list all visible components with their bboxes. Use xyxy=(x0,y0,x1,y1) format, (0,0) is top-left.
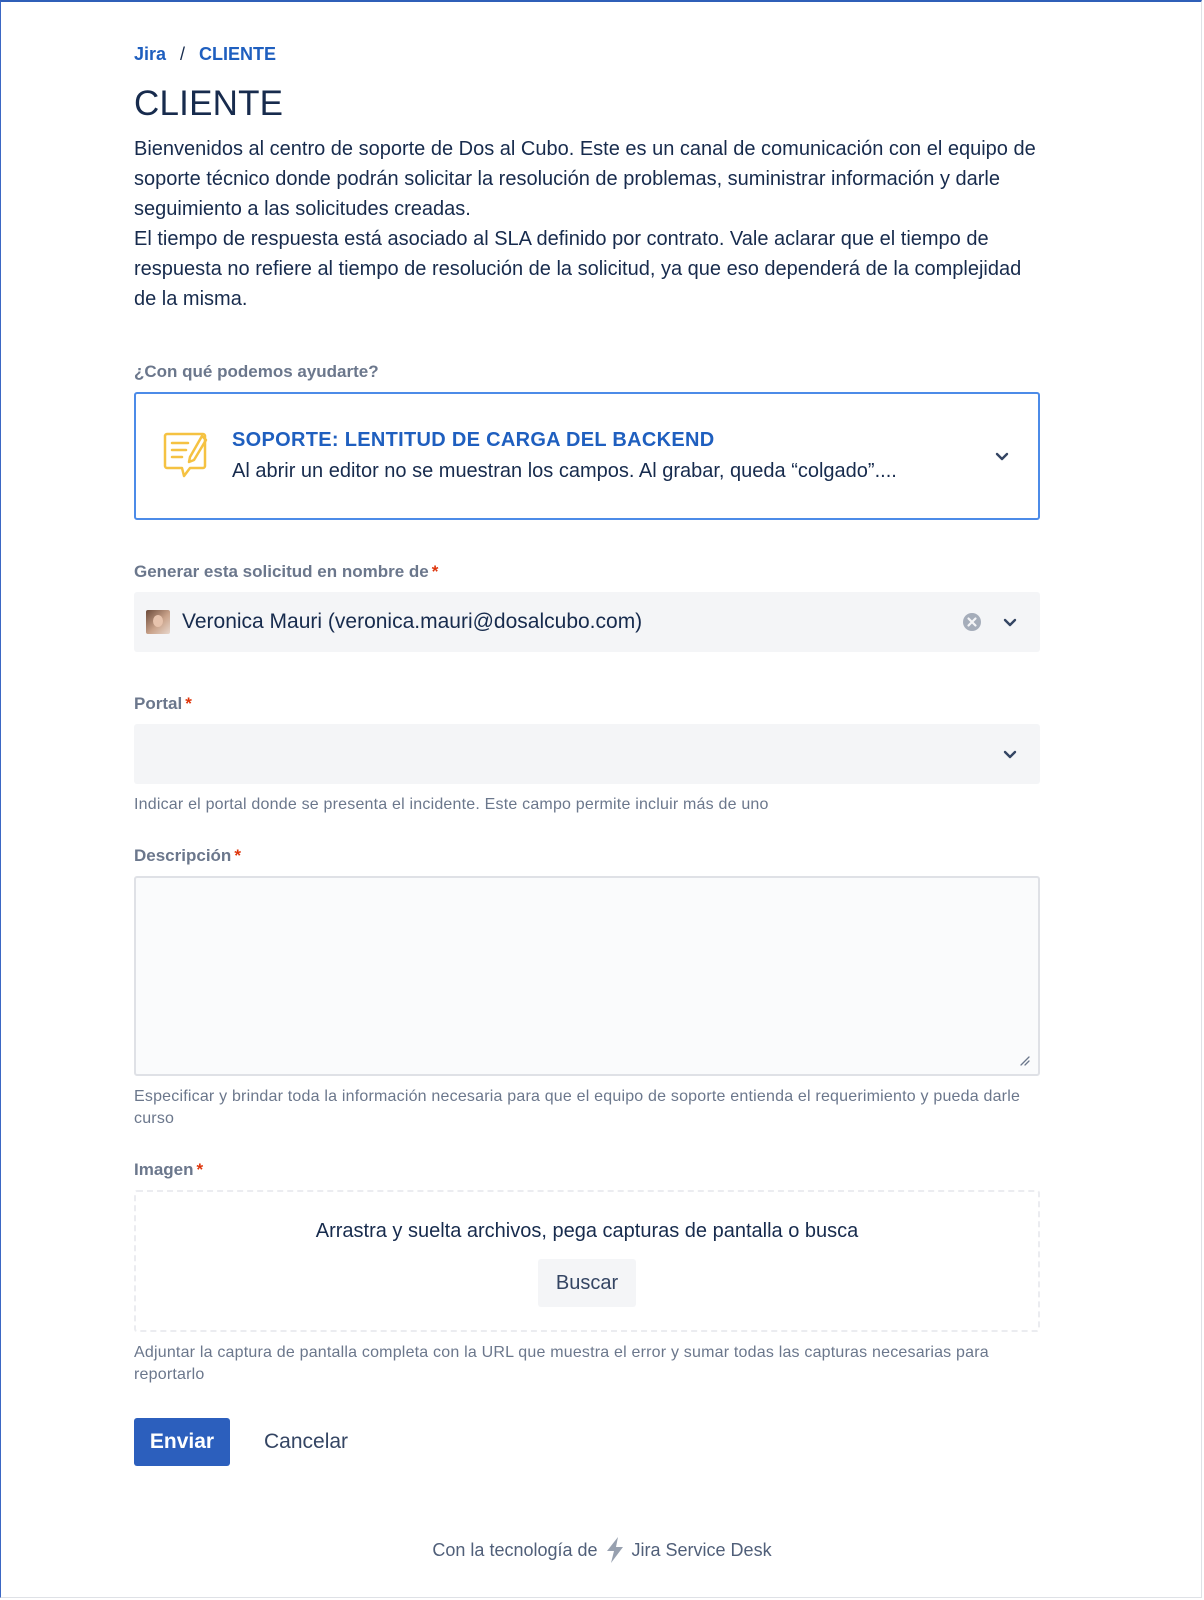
attachment-dropzone[interactable] xyxy=(134,1190,1040,1332)
request-type-text xyxy=(232,429,992,483)
portal-label-text: Portal xyxy=(134,694,183,713)
breadcrumb-root-link[interactable]: Jira xyxy=(134,43,167,64)
chevron-down-icon[interactable] xyxy=(992,446,1012,466)
form-actions xyxy=(134,1418,1040,1466)
on-behalf-label xyxy=(134,562,1040,582)
intro-text xyxy=(134,134,1040,314)
avatar xyxy=(146,610,170,634)
clear-icon[interactable] xyxy=(962,612,982,632)
description-hint: Especificar y brindar toda la información necesaria para que el equipo de soporte entienda el requerimiento y pueda darle curso xyxy=(134,1088,1021,1127)
on-behalf-label-text: Generar esta solicitud en nombre de xyxy=(134,562,429,581)
breadcrumb-separator: / xyxy=(180,43,186,64)
portal-hint: Indicar el portal donde se presenta el incidente. Este campo permite incluir más de uno xyxy=(134,796,769,813)
breadcrumb-current-link[interactable]: CLIENTE xyxy=(199,43,277,64)
required-marker: * xyxy=(196,1160,204,1179)
dropzone-text: Arrastra y suelta archivos, pega capturas de pantalla o busca xyxy=(315,1220,859,1242)
page-title: CLIENTE xyxy=(134,84,284,123)
on-behalf-select[interactable] xyxy=(134,592,1040,652)
description-label-text: Descripción xyxy=(134,846,232,865)
request-type-selector[interactable] xyxy=(134,392,1040,520)
breadcrumb xyxy=(134,40,1040,68)
portal-select[interactable] xyxy=(134,724,1040,784)
edit-document-icon xyxy=(162,430,210,482)
resize-handle-icon[interactable] xyxy=(1018,1054,1030,1066)
chevron-down-icon[interactable] xyxy=(1000,612,1020,632)
portal-label xyxy=(134,694,1040,714)
jira-bolt-icon xyxy=(604,1536,626,1564)
intro-paragraph-1: Bienvenidos al centro de soporte de Dos al Cubo. Este es un canal de comunicación con el equipo de soporte técnico donde podrán solicitar la resolución de problemas, suministrar información y darle seguimiento a las solicitudes creadas. xyxy=(134,138,1036,220)
description-label xyxy=(134,846,1040,866)
chevron-down-icon[interactable] xyxy=(1000,744,1020,764)
required-marker: * xyxy=(431,562,439,581)
request-type-title: SOPORTE: LENTITUD DE CARGA DEL BACKEND xyxy=(232,429,715,451)
image-field xyxy=(134,1160,1040,1386)
required-marker: * xyxy=(234,846,241,865)
on-behalf-field xyxy=(134,562,1040,652)
submit-button[interactable]: Enviar xyxy=(134,1418,230,1466)
request-type-description: Al abrir un editor no se muestran los campos. Al grabar, queda “colgado”.... xyxy=(232,460,897,482)
help-label: ¿Con qué podemos ayudarte? xyxy=(134,362,379,381)
image-label-text: Imagen xyxy=(134,1160,194,1179)
image-label xyxy=(134,1160,1040,1180)
description-textarea[interactable] xyxy=(134,876,1040,1076)
portal-field xyxy=(134,694,1040,816)
footer xyxy=(0,1536,1204,1564)
cancel-button[interactable]: Cancelar xyxy=(248,1418,364,1466)
required-marker: * xyxy=(185,694,192,713)
browse-button[interactable]: Buscar xyxy=(538,1259,636,1307)
intro-paragraph-2: El tiempo de respuesta está asociado al SLA definido por contrato. Vale aclarar que el tiempo de respuesta no refiere al tiempo de resolución de la solicitud, ya que eso dependerá de la complejidad de la misma. xyxy=(134,228,1022,310)
on-behalf-value: Veronica Mauri (veronica.mauri@dosalcubo.com) xyxy=(182,610,643,633)
description-field xyxy=(134,846,1040,1130)
footer-prefix: Con la tecnología de xyxy=(432,1539,598,1560)
image-hint: Adjuntar la captura de pantalla completa con la URL que muestra el error y sumar todas las capturas necesarias para reportarlo xyxy=(134,1344,989,1383)
main-content xyxy=(134,40,1040,1466)
footer-product-link[interactable]: Jira Service Desk xyxy=(631,1539,772,1560)
